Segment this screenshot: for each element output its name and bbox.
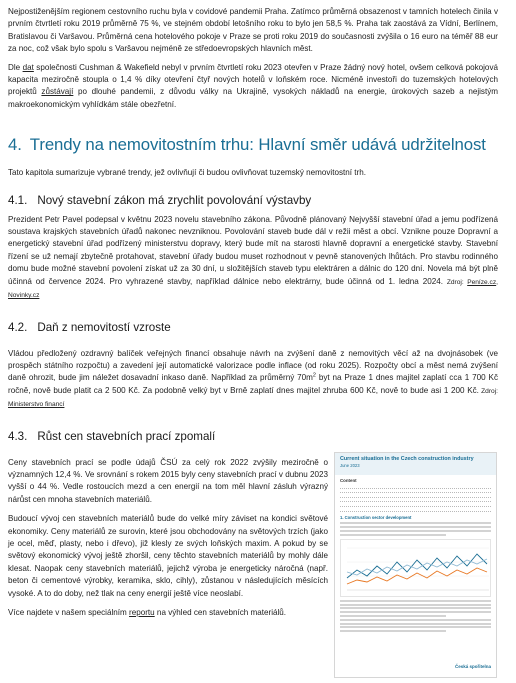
subsection-4-1-text: Prezident Petr Pavel podepsal v květnu 2023 novelu stavebního zákona. Původně plánovaný Nejvyšší stavební úřad a jemu podřízená soustava krajských stavebních úřadů nakonec nevzniknou. Povolování staveb bude dál v režii měst a obcí. Vznikne pouze Dopravní a energetický stavební úřad podřízený ministerstvu dopravy, který bude mít na starosti hlavně dopravní a energetické stavby. Stavební řízení se už nemají zbytečně protahovat, stavební úřady budou muset rozhodnout v pevně stanovených lhůtách. Pro stavbu rodinného domu bude možné stavební povolení získat už za 30 dní, u složitějších staveb typu elektráren a dálnic do 120 dní. Novela má být plně účinná od července 2024. Pro vyhrazené stavby, například dálnice nebo elektrárny, bude účinná od 1. ledna 2024. Zdroj: Peníze.cz, Novinky.cz bbox=[8, 214, 498, 300]
report-thumbnail[interactable] bbox=[334, 452, 497, 678]
subsection-4-3-paragraph-3: Více najdete v našem speciálním reportu na výhled cen stavebních materiálů. bbox=[8, 608, 287, 617]
intro-paragraph-1: Nejpostiženějším regionem cestovního ruchu byla v covidové pandemii Praha. Zatímco průměrná obsazenost v tamních hotelech činila v prvním čtvrtletí roku 2019 průměrně 75 %, ve stejném období letošního roku to bylo jen 58,5 %. Praha tak zaostává za Vídní, Berlínem, Bratislavou či Varšavou. Průměrná cena hotelového pokoje v Praze se proti roku 2019 do současnosti zvýšila o 16 euro na téměř 88 eur za noc, což však bylo spolu s Varšavou nejméně ze středoevropských hlavních měst. bbox=[8, 7, 498, 54]
text-line bbox=[340, 526, 491, 528]
toc-line bbox=[340, 499, 491, 502]
text-line bbox=[340, 607, 491, 609]
text-line bbox=[340, 611, 491, 613]
source-link-penize[interactable]: Peníze.cz bbox=[467, 278, 497, 286]
subsection-4-3-paragraph-1: Ceny stavebních prací se podle údajů ČSÚ za celý rok 2022 zvýšily meziročně o významných 12,4 %. Ve srovnání s rokem 2015 byly ceny stavebních prací v dubnu 2023 vyšší o 44 %. Vedle rostoucích mezd a cen energií na tom měl hlavní zásluh výrazný nárůst cen mnoha stavebních materiálů. bbox=[8, 457, 328, 504]
subsection-4-1-heading: 4.1. Nový stavební zákon má zrychlit povolování výstavby bbox=[8, 193, 312, 207]
thumbnail-section-label: 1. Construction sector development bbox=[340, 514, 412, 520]
source-link-novinky[interactable]: Novinky.cz bbox=[8, 292, 40, 300]
text-line bbox=[340, 600, 491, 602]
toc-line bbox=[340, 495, 491, 498]
intro-paragraph-2: Dle dat společnosti Cushman & Wakefield nebyl v prvním čtvrtletí roku 2023 otevřen v Praze žádný nový hotel, ovšem celková pokojová kapacita meziročně stoupla o 1,4 % díky otevření čtyř nových hotelů v loňském roce. Nicméně investoři do tuzemských hotelových projektů zůstávají po dlouhé pandemii, z důvodu války na Ukrajině, vysokých nákladů na energie, úrokových sazeb a nejistým makroekonomickým vyhlídkám stále obezřetní. bbox=[8, 62, 498, 109]
section-4-heading: 4. Trendy na nemovitostním trhu: Hlavní směr udává udržitelnost bbox=[8, 135, 486, 155]
toc-line bbox=[340, 509, 491, 512]
thumbnail-title: Current situation in the Czech construction industry bbox=[340, 456, 474, 462]
report-link[interactable]: reportu bbox=[129, 608, 155, 617]
data-link[interactable]: dat bbox=[22, 62, 34, 72]
subsection-4-2-heading: 4.2. Daň z nemovitostí vzroste bbox=[8, 320, 171, 334]
subsection-4-3-paragraph-2: Budoucí vývoj cen stavebních materiálů bude do velké míry záviset na kondici světové ekonomiky. Ceny materiálů ze surovin, které jsou obchodovány na světových trzích (jako je ocel, měď, plasty, nebo i dřevo), již klesly ze svých loňských maxim. A pokud by se světový ekonomický vývoj ještě zhoršil, ceny těchto stavebních materiálů by mohly dále klesat. Naopak ceny stavebních materiálů, jejichž výroba je energeticky náročná (např. beton či cementové výrobky, keramika, sklo, cihly), zůstanou v následujících měsících vysoké. A to do doby, než tlak na ceny energií ještě více neoslabí. bbox=[8, 514, 328, 598]
text-line bbox=[340, 530, 491, 532]
thumbnail-contents-label: Content bbox=[340, 478, 357, 483]
thumbnail-chart bbox=[340, 539, 491, 597]
text-line bbox=[340, 522, 491, 524]
text-line bbox=[340, 534, 446, 536]
thumbnail-header bbox=[335, 453, 496, 475]
toc-line bbox=[340, 490, 491, 493]
subsection-4-2-text: Vládou předložený ozdravný balíček veřejných financí obsahuje návrh na zvýšení daně z nemovitých věcí až na dvojnásobek (ve prospěch státního rozpočtu) a zavedení její automatické valorizace podle inflace (od roku 2025). Rozpočty obcí a měst nemá zvýšení daně ohrozit, bude jim náležet dosavadní inkaso daně. Například za průměrný $70m^2$ byt na Praze 1 dnes majitel zaplatí cca 1 700 Kč ročně, nově bude platit ca 2 500 Kč. Za podobně velký byt v Brně zaplatí dnes majitel zhruba 600 Kč, nově to bude asi 1 200 Kč. Zdroj: Ministerstvo financí bbox=[8, 348, 499, 409]
toc-line bbox=[340, 504, 491, 507]
text-line bbox=[340, 630, 446, 632]
text-line bbox=[340, 615, 446, 617]
text-line bbox=[340, 623, 491, 625]
thumbnail-date: June 2023 bbox=[340, 463, 360, 468]
subsection-4-3-column bbox=[8, 457, 328, 620]
remain-link[interactable]: zůstávají bbox=[41, 87, 74, 97]
subsection-4-3-heading: 4.3. Růst cen stavebních prací zpomalí bbox=[8, 429, 216, 443]
thumbnail-series-1 bbox=[347, 554, 487, 578]
thumbnail-chart-svg bbox=[341, 540, 492, 596]
thumbnail-logo: Česká spořitelna bbox=[454, 663, 491, 669]
text-line bbox=[340, 619, 491, 621]
text-line bbox=[340, 626, 491, 628]
section-4-lead: Tato kapitola sumarizuje vybrané trendy, jež ovlivňují či budou ovlivňovat tuzemský nemovitostní trh. bbox=[8, 168, 366, 178]
text-line bbox=[340, 604, 491, 606]
source-link-mf[interactable]: Ministerstvo financí bbox=[8, 401, 65, 409]
toc-line bbox=[340, 486, 491, 489]
